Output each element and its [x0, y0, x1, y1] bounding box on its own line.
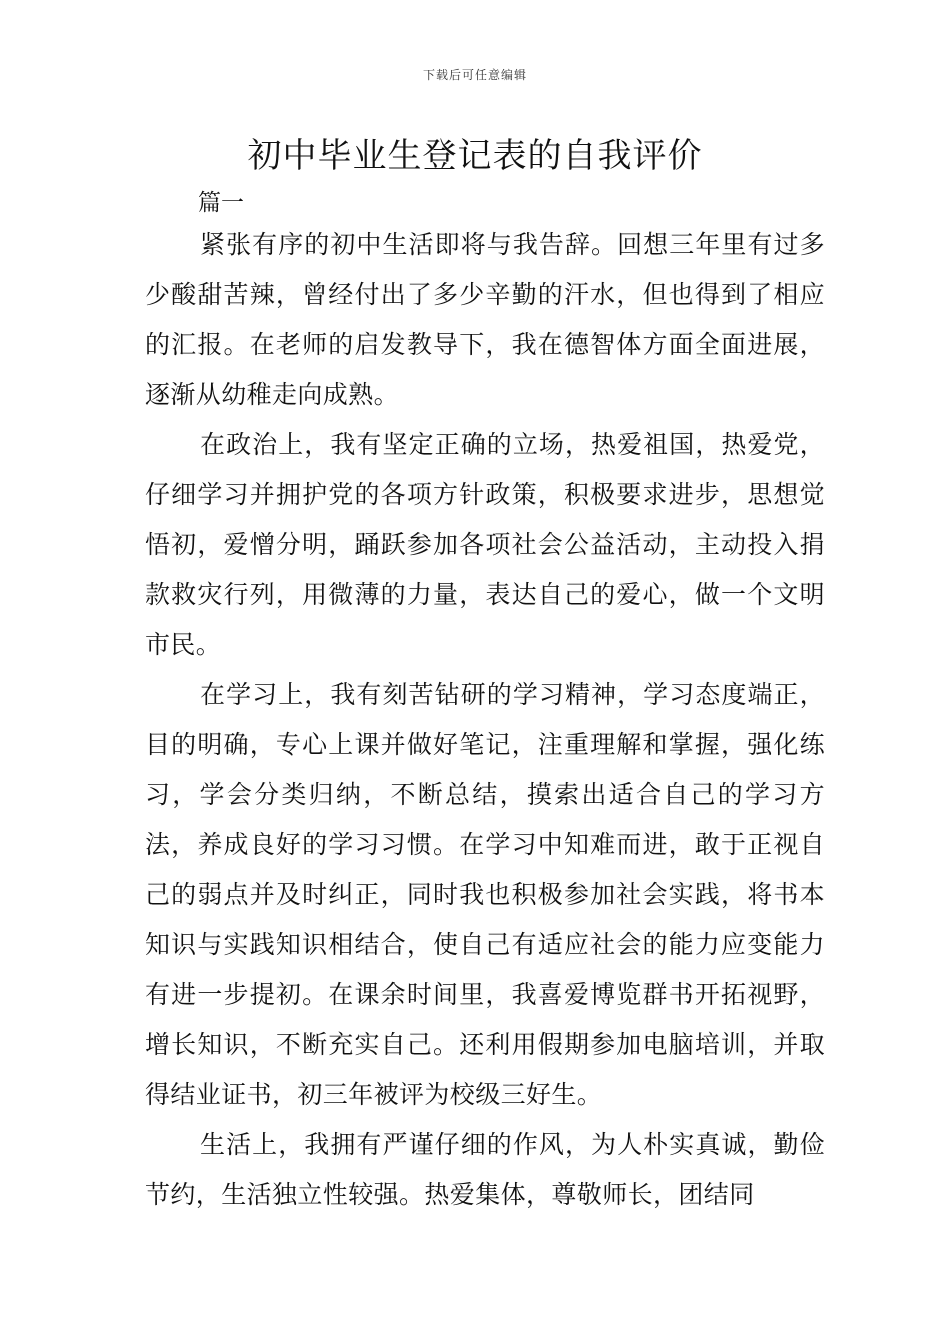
header-note: 下载后可任意编辑 [422, 68, 527, 82]
paragraph-study: 在学习上，我有刻苦钻研的学习精神，学习态度端正，目的明确，专心上课并做好笔记，注重理解和掌握，强化练习，学会分类归纳，不断总结，摸索出适合自己的学习方法，养成良好的学习习惯。在学习中知难而进，敢于正视自己的弱点并及时纠正，同时我也积极参加社会实践，将书本知识与实践知识相结合，使自己有适应社会的能力应变能力有进一步提初。在课余时间里，我喜爱博览群书开拓视野，增长知识，不断充实自己。还利用假期参加电脑培训，并取得结业证书，初三年被评为校级三好生。 [145, 680, 825, 1109]
paragraph-politics: 在政治上，我有坚定正确的立场，热爱祖国，热爱党，仔细学习并拥护党的各项方针政策，积极要求进步，思想觉悟初，爱憎分明，踊跃参加各项社会公益活动，主动投入捐款救灾行列，用微薄的力量，表达自己的爱心，做一个文明市民。 [145, 430, 825, 659]
section-label: 篇一 [198, 190, 244, 216]
paragraph-life: 生活上，我拥有严谨仔细的作风，为人朴实真诚，勤俭节约，生活独立性较强。热爱集体，尊敬师长，团结同 [145, 1130, 825, 1209]
body-text [145, 220, 825, 1220]
paragraph-intro: 紧张有序的初中生活即将与我告辞。回想三年里有过多少酸甜苦辣，曾经付出了多少辛勤的汗水，但也得到了相应的汇报。在老师的启发教导下，我在德智体方面全面进展，逐渐从幼稚走向成熟。 [145, 230, 825, 409]
document-title: 初中毕业生登记表的自我评价 [247, 136, 703, 176]
